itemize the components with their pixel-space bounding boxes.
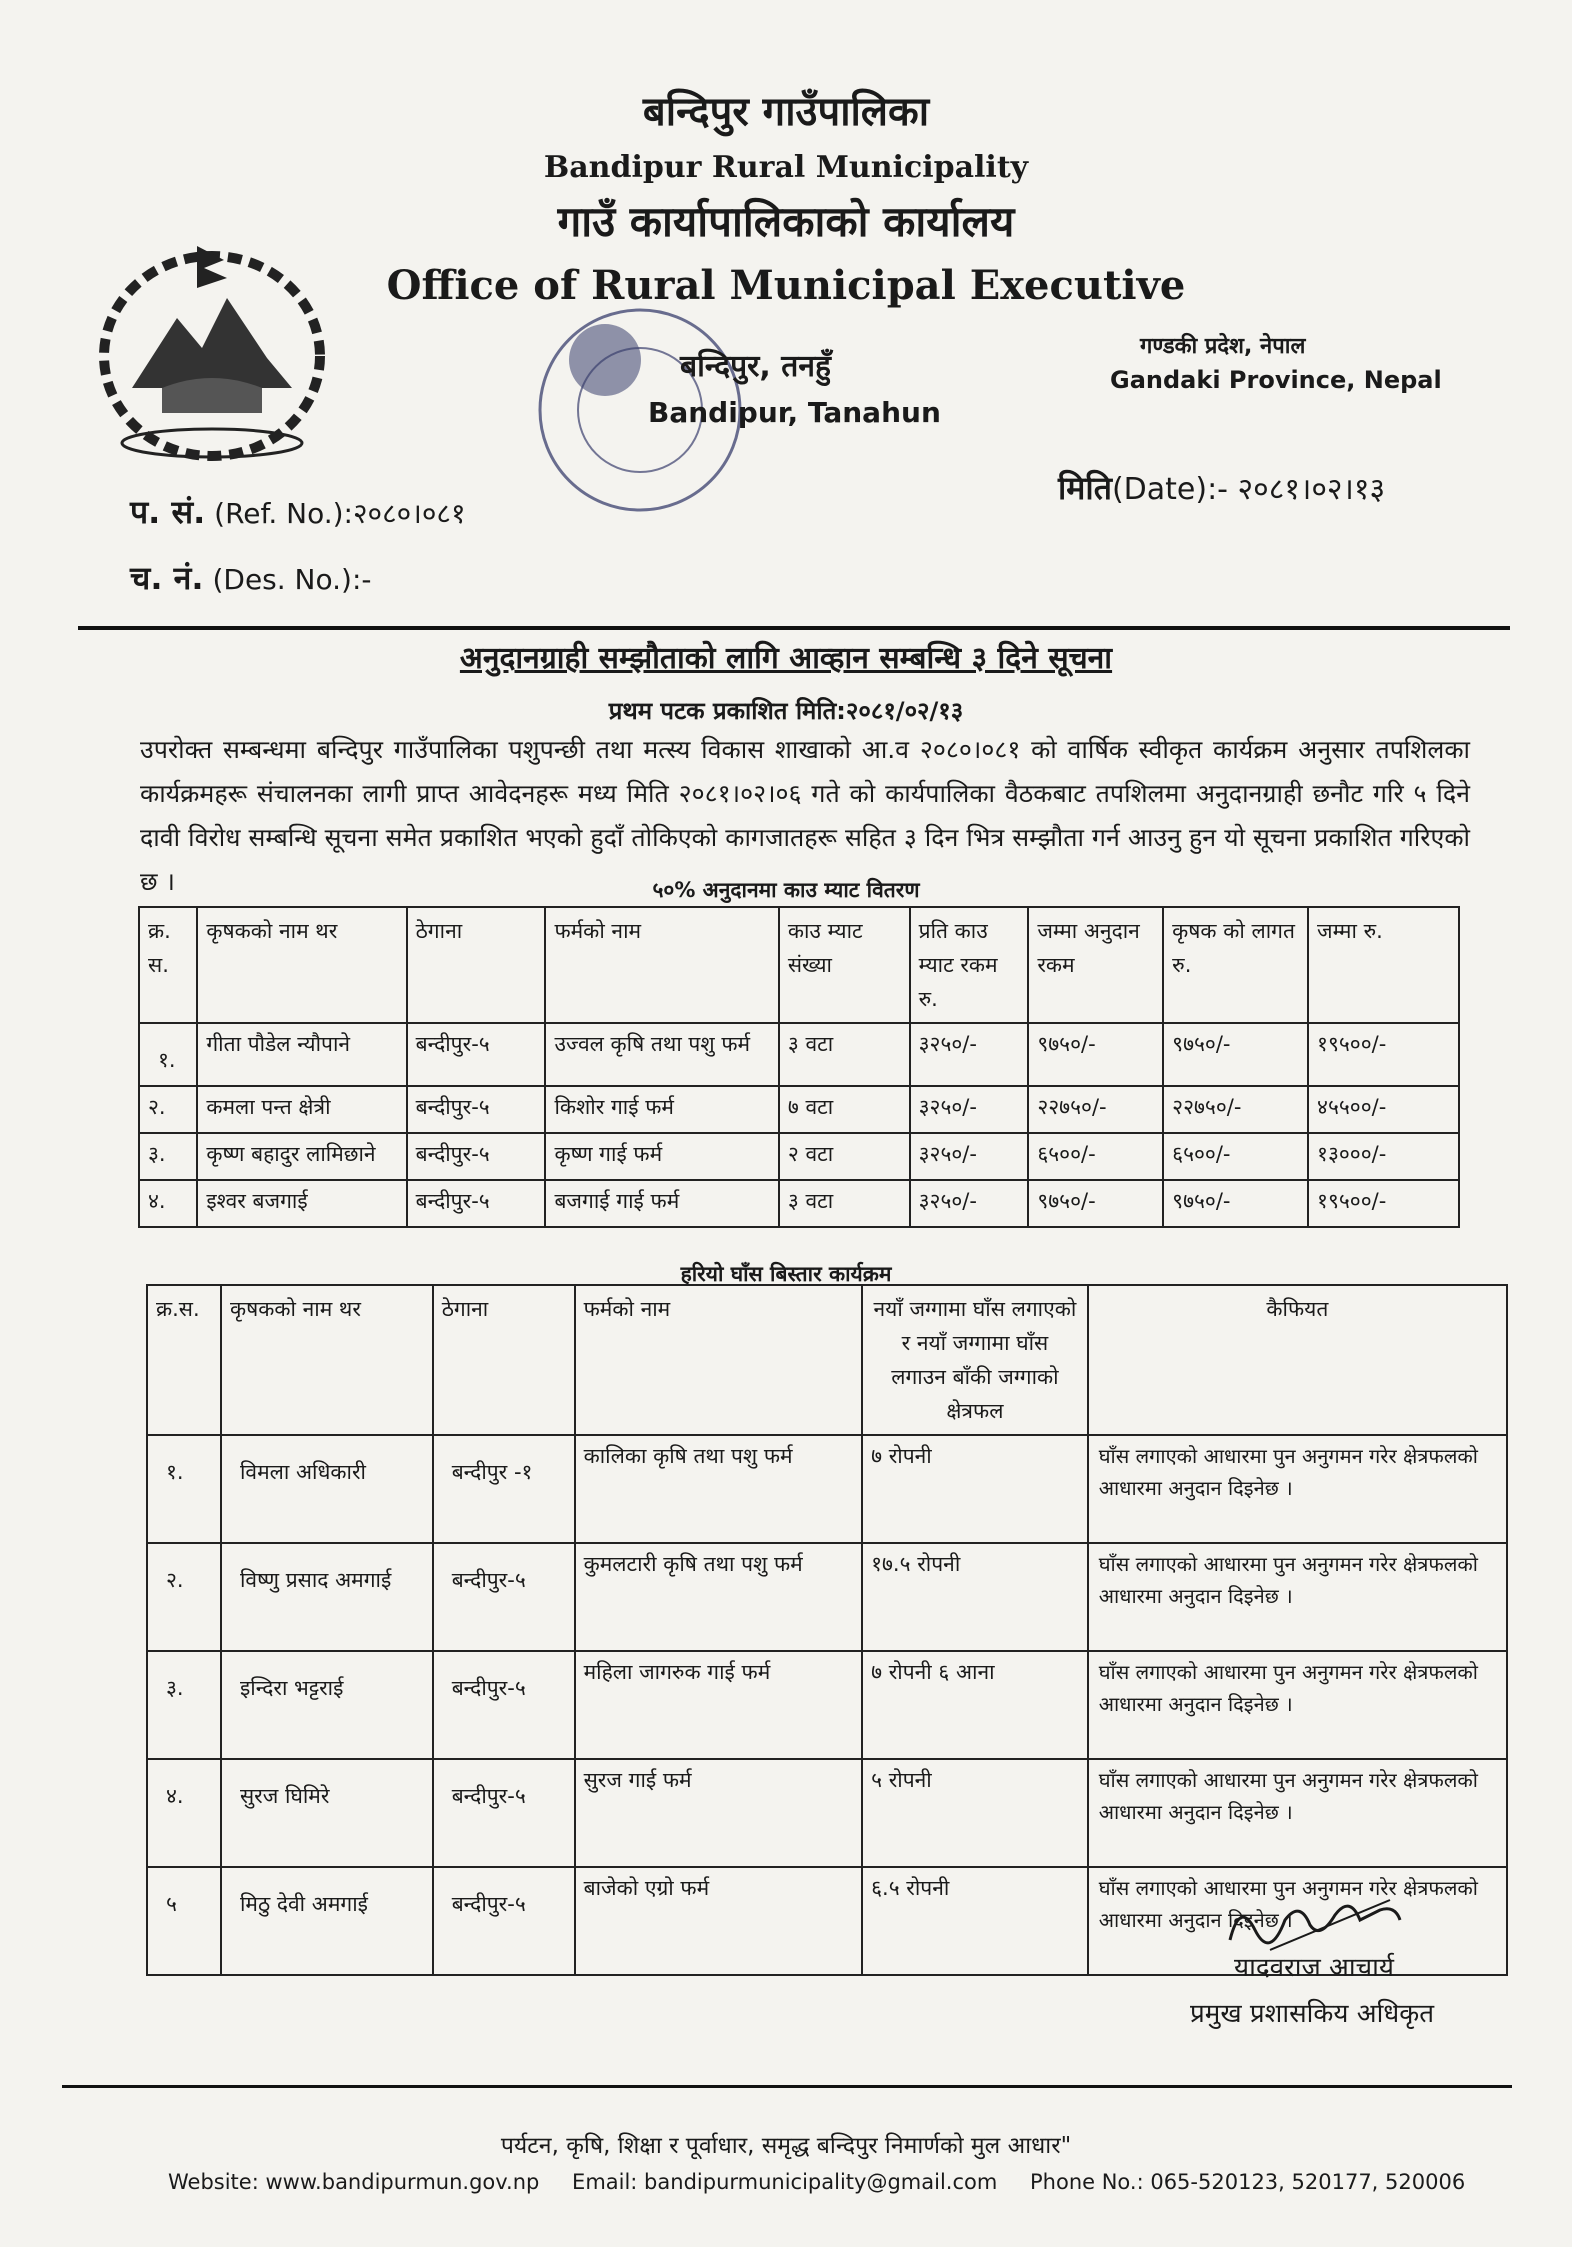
table-header-row	[139, 907, 1459, 1023]
footer-divider	[62, 2085, 1512, 2088]
notice-title	[0, 636, 1572, 677]
cell: घाँस लगाएको आधारमा पुन अनुगमन गरेर क्षेत्रफलको आधारमा अनुदान दिइनेछ ।	[1088, 1759, 1507, 1867]
location-english: Bandipur, Tanahun	[648, 396, 941, 429]
date-label-english: (Date):-	[1111, 472, 1228, 507]
cell: बन्दीपुर-५	[433, 1759, 575, 1867]
phone-number: Phone No.: 065-520123, 520177, 520006	[1030, 2170, 1466, 2194]
table-row	[147, 1759, 1507, 1867]
office-name-nepali: गाउँ कार्यापालिकाको कार्यालय	[557, 197, 1015, 246]
des-label-nepali: च. नं.	[130, 559, 204, 597]
header-cell: कृषकको नाम थर	[197, 907, 406, 1023]
cell: ४.	[139, 1180, 197, 1227]
header-cell: काउ म्याट संख्या	[779, 907, 910, 1023]
cell: कुमलटारी कृषि तथा पशु फर्म	[575, 1543, 863, 1651]
signatory-name: यादवराज आचार्य	[1234, 1953, 1394, 1983]
cell: ३ वटा	[779, 1023, 910, 1086]
ref-number	[130, 490, 466, 533]
cell: इन्दिरा भट्टराई	[221, 1651, 433, 1759]
cell: ३२५०/-	[910, 1133, 1029, 1180]
cell: घाँस लगाएको आधारमा पुन अनुगमन गरेर क्षेत्रफलको आधारमा अनुदान दिइनेछ ।	[1088, 1651, 1507, 1759]
website-link[interactable]: Website: www.bandipurmun.gov.np	[168, 2170, 540, 2194]
dispatch-number	[130, 556, 372, 599]
table-row	[147, 1435, 1507, 1543]
cell: ३.	[147, 1651, 221, 1759]
cell: ५ रोपनी	[862, 1759, 1088, 1867]
header-cell: नयाँ जग्गामा घाँस लगाएको र नयाँ जग्गामा घाँस लगाउन बाँकी जग्गाको क्षेत्रफल	[862, 1285, 1088, 1435]
ref-value: २०८०।०८१	[352, 497, 466, 530]
cell: ९७५०/-	[1028, 1023, 1163, 1086]
cell: ६.५ रोपनी	[862, 1867, 1088, 1975]
table-header-row	[147, 1285, 1507, 1435]
cell: उज्वल कृषि तथा पशु फर्म	[545, 1023, 778, 1086]
cell: २२७५०/-	[1163, 1086, 1308, 1133]
header-cell: कृषक को लागत रु.	[1163, 907, 1308, 1023]
header-cell: फर्मको नाम	[545, 907, 778, 1023]
cell: २२७५०/-	[1028, 1086, 1163, 1133]
cell: ४.	[147, 1759, 221, 1867]
cell: बाजेको एग्रो फर्म	[575, 1867, 863, 1975]
cow-mat-table	[138, 906, 1460, 1228]
cell: ९७५०/-	[1163, 1180, 1308, 1227]
cell: सुरज गाई फर्म	[575, 1759, 863, 1867]
cell: १३०००/-	[1308, 1133, 1459, 1180]
notice-title-text: अनुदानग्राही सम्झौताको लागि आव्हान सम्बन्धि ३ दिने सूचना	[459, 641, 1113, 676]
cell: किशोर गाई फर्म	[545, 1086, 778, 1133]
cell: १.	[139, 1023, 197, 1086]
footer-contacts	[168, 2170, 1491, 2194]
header-cell: फर्मको नाम	[575, 1285, 863, 1435]
cell: मिठु देवी अमगाई	[221, 1867, 433, 1975]
cell: घाँस लगाएको आधारमा पुन अनुगमन गरेर क्षेत्रफलको आधारमा अनुदान दिइनेछ ।	[1088, 1543, 1507, 1651]
cell: बन्दीपुर-५	[433, 1867, 575, 1975]
province-nepali: गण्डकी प्रदेश, नेपाल	[1140, 334, 1306, 359]
table-row	[139, 1180, 1459, 1227]
signatory-title: प्रमुख प्रशासकिय अधिकृत	[1190, 1999, 1435, 2029]
cell: विमला अधिकारी	[221, 1435, 433, 1543]
table1-caption: ५०% अनुदानमा काउ म्याट वितरण	[652, 878, 920, 902]
cell: महिला जागरुक गाई फर्म	[575, 1651, 863, 1759]
notice-body: उपरोक्त सम्बन्धमा बन्दिपुर गाउँपालिका पशुपन्छी तथा मत्स्य विकास शाखाको आ.व २०८०।०८१ को वार्षिक स्वीकृत कार्यक्रम अनुसार तपशिलका कार्यक्रमहरू संचालनका लागी प्राप्त आवेदनहरू मध्य मिति २०८१।०२।०६ गते को कार्यपालिका वैठकबाट तपशिलमा अनुदानग्राही छनौट गरि ५ दिने दावी विरोध सम्बन्धि सूचना समेत प्रकाशित भएको हुदाँ तोकिएको कागजातहरू सहित ३ दिन भित्र सम्झौता गर्न आउनु हुन यो सूचना प्रकाशित गरिएको छ ।	[140, 735, 1470, 896]
cell: ३२५०/-	[910, 1180, 1029, 1227]
cell: १९५००/-	[1308, 1023, 1459, 1086]
cell: १.	[147, 1435, 221, 1543]
cell: सुरज घिमिरे	[221, 1759, 433, 1867]
cell: ९७५०/-	[1028, 1180, 1163, 1227]
org-name-nepali: बन्दिपुर गाउँपालिका	[642, 89, 930, 135]
cell: ६५००/-	[1028, 1133, 1163, 1180]
cell: बन्दीपुर-५	[407, 1023, 546, 1086]
cell: १७.५ रोपनी	[862, 1543, 1088, 1651]
header-cell: प्रति काउ म्याट रकम रु.	[910, 907, 1029, 1023]
cell: घाँस लगाएको आधारमा पुन अनुगमन गरेर क्षेत्रफलको आधारमा अनुदान दिइनेछ ।	[1088, 1867, 1507, 1975]
email-link[interactable]: Email: bandipurmunicipality@gmail.com	[572, 2170, 998, 2194]
header-cell: क्र. स.	[139, 907, 197, 1023]
table2-caption: हरियो घाँस बिस्तार कार्यक्रम	[680, 1262, 892, 1286]
province-english: Gandaki Province, Nepal	[1110, 366, 1442, 394]
cell: ४५५००/-	[1308, 1086, 1459, 1133]
cell: ९७५०/-	[1163, 1023, 1308, 1086]
cell: ७ रोपनी ६ आना	[862, 1651, 1088, 1759]
table-row	[147, 1543, 1507, 1651]
header-cell: ठेगाना	[433, 1285, 575, 1435]
cell: कमला पन्त क्षेत्री	[197, 1086, 406, 1133]
cell: २.	[147, 1543, 221, 1651]
header-cell: जम्मा रु.	[1308, 907, 1459, 1023]
footer-slogan: पर्यटन, कृषि, शिक्षा र पूर्वाधार, समृद्ध बन्दिपुर निमार्णको मुल आधार"	[500, 2133, 1072, 2159]
cell: ३ वटा	[779, 1180, 910, 1227]
issue-date	[1058, 466, 1385, 509]
table-row	[139, 1023, 1459, 1086]
table-row	[139, 1086, 1459, 1133]
cell: गीता पौडेल न्यौपाने	[197, 1023, 406, 1086]
table-row	[147, 1651, 1507, 1759]
des-label-english: (Des. No.):-	[212, 563, 372, 596]
cell: बन्दीपुर-५	[407, 1133, 546, 1180]
ref-label-nepali: प. सं.	[130, 493, 206, 531]
header-cell: कृषकको नाम थर	[221, 1285, 433, 1435]
cell: बजगाई गाई फर्म	[545, 1180, 778, 1227]
cell: ५	[147, 1867, 221, 1975]
cell: २.	[139, 1086, 197, 1133]
header-cell: ठेगाना	[407, 907, 546, 1023]
cell: इश्वर बजगाई	[197, 1180, 406, 1227]
cell: विष्णु प्रसाद अमगाई	[221, 1543, 433, 1651]
cell: कृष्ण गाई फर्म	[545, 1133, 778, 1180]
header-cell: कैफियत	[1088, 1285, 1507, 1435]
cell: बन्दीपुर-५	[433, 1651, 575, 1759]
green-grass-table	[146, 1284, 1508, 1976]
cell: कृष्ण बहादुर लामिछाने	[197, 1133, 406, 1180]
cell: कालिका कृषि तथा पशु फर्म	[575, 1435, 863, 1543]
org-name-english: Bandipur Rural Municipality	[543, 150, 1029, 185]
header-cell: जम्मा अनुदान रकम	[1028, 907, 1163, 1023]
cell: घाँस लगाएको आधारमा पुन अनुगमन गरेर क्षेत्रफलको आधारमा अनुदान दिइनेछ ।	[1088, 1435, 1507, 1543]
cell: बन्दीपुर-५	[407, 1086, 546, 1133]
cell: ७ रोपनी	[862, 1435, 1088, 1543]
location-nepali: बन्दिपुर, तनहुँ	[680, 349, 831, 384]
date-label-nepali: मिति	[1058, 469, 1112, 507]
cell: बन्दीपुर-५	[433, 1543, 575, 1651]
cell: ३२५०/-	[910, 1023, 1029, 1086]
ref-label-english: (Ref. No.):	[214, 497, 353, 530]
cell: १९५००/-	[1308, 1180, 1459, 1227]
cell: २ वटा	[779, 1133, 910, 1180]
cell: बन्दीपुर-५	[407, 1180, 546, 1227]
table-row	[139, 1133, 1459, 1180]
header-cell: क्र.स.	[147, 1285, 221, 1435]
office-name-english: Office of Rural Municipal Executive	[386, 262, 1186, 309]
cell: ३२५०/-	[910, 1086, 1029, 1133]
cell: ७ वटा	[779, 1086, 910, 1133]
cell: ६५००/-	[1163, 1133, 1308, 1180]
cell: ३.	[139, 1133, 197, 1180]
published-date: प्रथम पटक प्रकाशित मिति:२०८१/०२/१३	[608, 697, 964, 725]
header-divider	[78, 626, 1510, 630]
date-value: २०८१।०२।१३	[1237, 472, 1386, 507]
cell: बन्दीपुर -१	[433, 1435, 575, 1543]
